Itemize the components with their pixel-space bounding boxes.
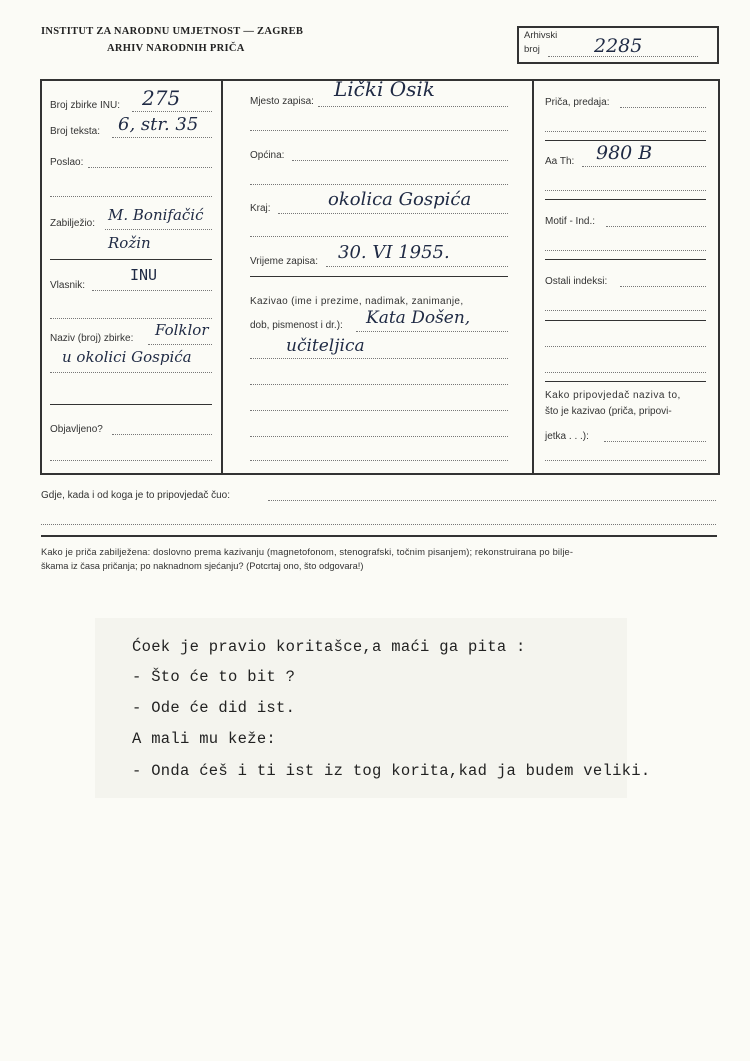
text-number-line <box>112 137 212 138</box>
published-label: Objavljeno? <box>50 424 103 435</box>
owner-line-2 <box>50 318 212 319</box>
collection-name-line-3 <box>50 404 212 405</box>
narrator-term-label-1: Kako pripovjedač naziva to, <box>545 390 681 401</box>
collection-name-value-2: u okolici Gospića <box>62 348 192 366</box>
column-divider-2 <box>532 79 534 473</box>
narrator-label-1: Kazivao (ime i prezime, nadimak, zanimanje, <box>250 296 464 307</box>
owner-line <box>92 290 212 291</box>
recorder-line-1 <box>105 229 212 230</box>
narrator-line-2 <box>250 358 508 359</box>
collection-number-line <box>132 111 212 112</box>
narrator-line-5 <box>250 436 508 437</box>
place-line-1 <box>318 106 508 107</box>
sender-line-2 <box>50 196 212 197</box>
sender-label: Poslao: <box>50 157 84 168</box>
date-separator <box>250 276 508 277</box>
column-divider-1 <box>221 79 223 473</box>
story-line-4: A mali mu keže: <box>132 730 277 748</box>
other-indexes-label: Ostali indeksi: <box>545 276 608 287</box>
place-line-2 <box>250 130 508 131</box>
archive-number-value: 2285 <box>594 35 643 57</box>
other-indexes-separator-2 <box>545 381 706 382</box>
aath-label: Aa Th: <box>545 156 575 167</box>
narrator-line-3 <box>250 384 508 385</box>
source-label: Gdje, kada i od koga je to pripovjedač čuo: <box>41 490 231 501</box>
motif-label: Motif - Ind.: <box>545 216 596 227</box>
recording-method-line-1: Kako je priča zabilježena: doslovno prema kazivanju (magnetofonom, stenografski, točnim pisanjem); rekonstruirana po bilje- <box>41 547 574 557</box>
text-number-value: 6, str. 35 <box>118 114 199 135</box>
aath-separator <box>545 199 706 200</box>
region-value: okolica Gospića <box>328 189 472 210</box>
sender-line-1 <box>88 167 212 168</box>
other-indexes-line-4 <box>545 372 706 373</box>
collection-name-line-1 <box>148 344 212 345</box>
collection-number-label: Broj zbirke INU: <box>50 100 121 111</box>
story-type-line-2 <box>545 131 706 132</box>
place-label: Mjesto zapisa: <box>250 96 314 107</box>
story-type-label: Priča, predaja: <box>545 97 610 108</box>
narrator-value-1: Kata Došen, <box>366 308 471 328</box>
motif-separator <box>545 259 706 260</box>
story-line-5: - Onda ćeš i ti ist iz tog korita,kad ja budem veliki. <box>132 762 651 780</box>
region-line-2 <box>250 236 508 237</box>
source-separator <box>41 535 717 537</box>
narrator-line-6 <box>250 460 508 461</box>
story-line-1: Ćoek je pravio koritašce,a maći ga pita : <box>132 638 526 656</box>
municipality-line-1 <box>292 160 508 161</box>
other-indexes-line-2 <box>545 310 706 311</box>
story-line-2: - Što će to bit ? <box>132 668 296 686</box>
date-line <box>326 266 508 267</box>
archive-number-label: Arhivski <box>524 30 558 41</box>
recording-method-line-2: škama iz časa pričanja; po naknadnom sjećanju? (Potcrtaj ono, što odgovara!) <box>41 561 364 571</box>
recorder-value-1: M. Bonifačić <box>108 206 204 224</box>
owner-value: INU <box>130 266 158 284</box>
region-line-1 <box>278 213 508 214</box>
motif-line-1 <box>606 226 706 227</box>
motif-line-2 <box>545 250 706 251</box>
other-indexes-line-1 <box>620 286 706 287</box>
narrator-term-line-2 <box>545 460 706 461</box>
narrator-value-2: učiteljica <box>286 336 365 356</box>
region-label: Kraj: <box>250 203 271 214</box>
source-line-2 <box>41 524 716 525</box>
owner-label: Vlasnik: <box>50 280 86 291</box>
archive-number-label-2: broj <box>524 44 540 55</box>
date-value: 30. VI 1955. <box>338 242 450 263</box>
municipality-label: Općina: <box>250 150 285 161</box>
recorder-label: Zabilježio: <box>50 218 96 229</box>
institute-title: INSTITUT ZA NARODNU UMJETNOST — ZAGREB <box>41 26 304 37</box>
other-indexes-line-3 <box>545 346 706 347</box>
narrator-line-4 <box>250 410 508 411</box>
story-type-separator <box>545 140 706 141</box>
municipality-line-2 <box>250 184 508 185</box>
story-line-3: - Ode će did ist. <box>132 699 296 717</box>
other-indexes-separator <box>545 320 706 321</box>
collection-number-value: 275 <box>142 86 181 110</box>
place-value: Lički Osik <box>334 77 435 101</box>
narrator-label-2: dob, pismenost i dr.): <box>250 320 343 331</box>
story-type-line-1 <box>620 107 706 108</box>
narrator-term-line-1 <box>604 441 706 442</box>
date-label: Vrijeme zapisa: <box>250 256 318 267</box>
aath-line-1 <box>582 166 706 167</box>
published-line-2 <box>50 460 212 461</box>
text-number-label: Broj teksta: <box>50 126 101 137</box>
recorder-value-2: Rožin <box>108 234 151 252</box>
narrator-term-label-2: što je kazivao (priča, pripovi- <box>545 406 672 417</box>
source-line-1 <box>268 500 716 501</box>
aath-line-2 <box>545 190 706 191</box>
recorder-line-2 <box>50 259 212 260</box>
aath-value: 980 B <box>596 142 653 164</box>
narrator-line-1 <box>356 331 508 332</box>
narrator-term-label-3: jetka . . .): <box>545 431 589 442</box>
collection-name-value-1: Folklor <box>155 321 209 339</box>
archive-title: ARHIV NARODNIH PRIČA <box>107 43 245 54</box>
published-line-1 <box>112 434 212 435</box>
collection-name-line-2 <box>50 372 212 373</box>
collection-name-label: Naziv (broj) zbirke: <box>50 333 134 344</box>
